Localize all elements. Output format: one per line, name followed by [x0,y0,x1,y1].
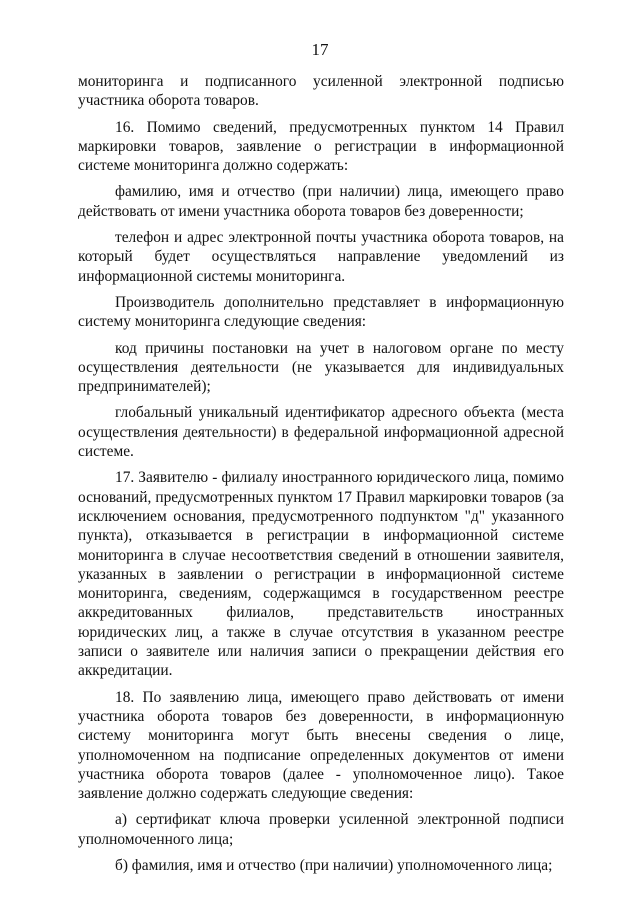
paragraph-continuation: мониторинга и подписанного усиленной электронной подписью участника оборота товаров. [78,73,564,110]
paragraph-phone-email: телефон и адрес электронной почты участника оборота товаров, на который будет осуществляться направление уведомлений из информационной системы мониторинга. [78,229,564,285]
paragraph-subitem-b: б) фамилия, имя и отчество (при наличии) уполномоченного лица; [115,856,553,874]
paragraph-producer: Производитель дополнительно представляет в информационную систему мониторинга следующие сведения: [78,293,564,331]
paragraph-item-16: 16. Помимо сведений, предусмотренных пунктом 14 Правил маркировки товаров, заявление о регистрации в информационной системе мониторинга должно содержать: [78,118,564,175]
paragraph-item-17: 17. Заявителю - филиалу иностранного юридического лица, помимо оснований, предусмотренных пунктом 17 Правил маркировки товаров (за исключением основания, предусмотренного подпунктом "д" указанного пункта), отказывается в регистрации в информационной системе мониторинга в случае несоответствия сведений в отношении заявителя, указанных в заявлении о регистрации в информационной системе мониторинга, сведениям, содержащимся в государственном реестре аккредитованных филиалов, представительств иностранных юридических лиц, а также в случае отсутствия в указанном реестре записи о заявителе или наличия записи о прекращении действия его аккредитации. [78,469,564,680]
paragraph-fias-guid: глобальный уникальный идентификатор адресного объекта (места осуществления деятельности) в федеральной информационной адресной системе. [78,404,564,461]
paragraph-kpp: код причины постановки на учет в налоговом органе по месту осуществления деятельности (не указывается для индивидуальных предпринимателей); [78,339,564,396]
paragraph-full-name: фамилию, имя и отчество (при наличии) лица, имеющего право действовать от имени участника оборота товаров без доверенности; [78,183,564,220]
page-number: 17 [311,40,329,59]
document-body [78,72,564,875]
paragraph-item-18: 18. По заявлению лица, имеющего право действовать от имени участника оборота товаров без доверенности, в информационную систему мониторинга могут быть внесены сведения о лице, уполномоченном на подписание определенных документов от имени участника оборота товаров (далее - уполномоченное лицо). Такое заявление должно содержать следующие сведения: [78,688,564,803]
paragraph-subitem-a: а) сертификат ключа проверки усиленной электронной подписи уполномоченного лица; [78,811,564,848]
